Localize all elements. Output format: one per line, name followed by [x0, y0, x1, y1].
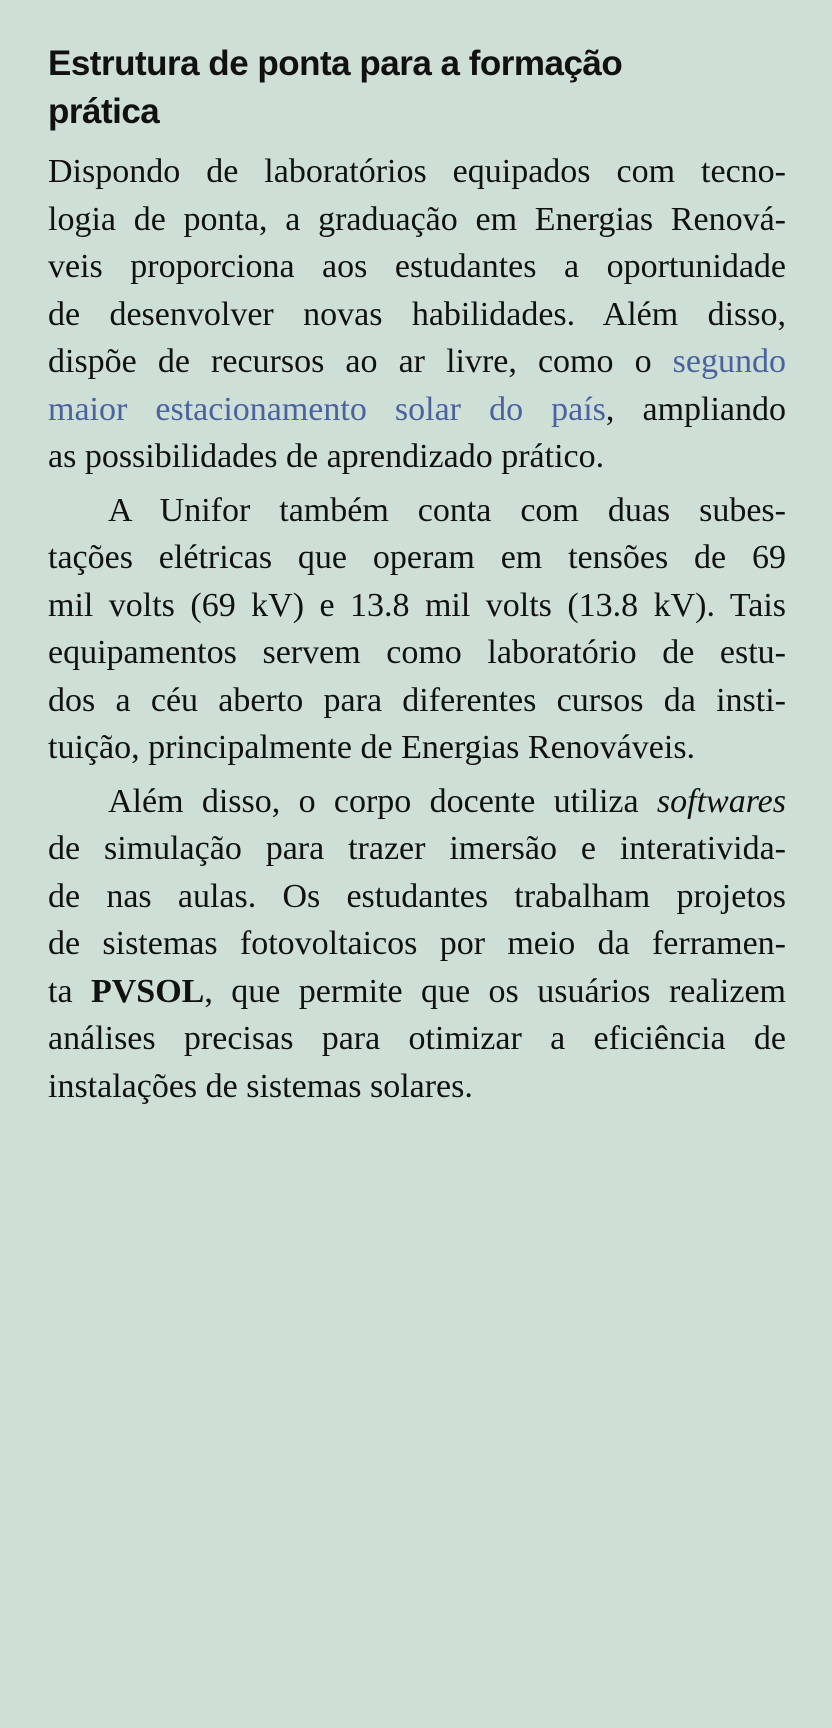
text-segment: dispõe de recursos ao ar livre, como o: [48, 343, 673, 380]
text-line: de sistemas fotovoltaicos por meio da ferramen-: [48, 925, 786, 962]
text-line: [48, 338, 786, 386]
text-line: veis proporciona aos estudantes a oportunidade: [48, 248, 786, 285]
text-line: dos a céu aberto para diferentes cursos da insti-: [48, 681, 786, 719]
text-line: análises precisas para otimizar a eficiência de: [48, 1020, 786, 1057]
text-line: [48, 386, 786, 434]
text-line: logia de ponta, a graduação em Energias Renová-: [48, 200, 786, 238]
bold-term: PVSOL: [90, 972, 205, 1010]
solar-parking-link[interactable]: segundo: [672, 343, 786, 380]
text-line: [48, 968, 786, 1016]
italic-term: softwares: [656, 782, 786, 820]
text-line: de nas aulas. Os estudantes trabalham projetos: [48, 877, 786, 915]
text-segment: , que permite que os usuários realizem: [204, 972, 786, 1010]
solar-parking-link[interactable]: maior estacionamento solar do país: [48, 390, 606, 428]
text-segment: ta: [48, 972, 91, 1010]
text-line: Dispondo de laboratórios equipados com tecno-: [48, 153, 786, 190]
title-line: prática: [48, 92, 160, 131]
title-line: Estrutura de ponta para a formação: [48, 44, 623, 83]
paragraph-facilities: [48, 148, 786, 481]
text-line: A Unifor também conta com duas subes-: [108, 491, 786, 529]
text-line: de simulação para trazer imersão e interativida-: [48, 830, 786, 867]
text-line: mil volts (69 kV) e 13.8 mil volts (13.8 kV). Tais: [48, 586, 786, 624]
article-body: [48, 148, 786, 1116]
text-line: equipamentos servem como laboratório de estu-: [48, 634, 786, 671]
text-line: tações elétricas que operam em tensões de 69: [48, 539, 786, 576]
paragraph-substations: [48, 487, 786, 772]
paragraph-software: [48, 778, 786, 1111]
text-line: [48, 778, 786, 826]
text-segment: , ampliando: [605, 390, 786, 428]
text-segment: Além disso, o corpo docente utiliza: [108, 782, 657, 820]
section-title: [48, 40, 788, 136]
text-line: as possibilidades de aprendizado prático.: [48, 438, 605, 475]
text-line: tuição, principalmente de Energias Renováveis.: [48, 729, 696, 766]
text-line: instalações de sistemas solares.: [48, 1067, 473, 1105]
text-line: de desenvolver novas habilidades. Além disso,: [48, 295, 786, 333]
